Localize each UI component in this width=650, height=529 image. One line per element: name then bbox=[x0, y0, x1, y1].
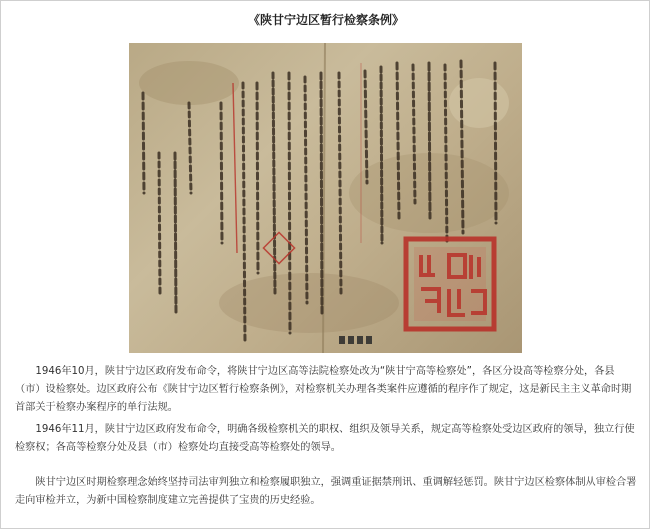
paragraph-3: 陕甘宁边区时期检察理念始终坚持司法审判独立和检察履职独立，强调重证据禁刑讯、重调解轻惩罚。陕甘宁边区检察体制从审检合署走向审检并立，为新中国检察制度建立完善提供了宝贵的历史经验。 bbox=[15, 477, 637, 506]
page-number-stamp bbox=[339, 336, 372, 344]
historical-document-photo-icon bbox=[129, 43, 522, 353]
document-photo bbox=[129, 43, 522, 353]
article-title: 《陕甘宁边区暂行检察条例》 bbox=[247, 13, 404, 27]
paragraph-1: 1946年10月，陕甘宁边区政府发布命令，将陕甘宁边区高等法院检察处改为“陕甘宁高等检察处”，各区分设高等检察分处，各县（市）设检察处。边区政府公布《陕甘宁边区暂行检察条例》，对检察机关办理各类案件应遵循的程序作了规定，这是新民主主义革命时期首部关于检察办案程序的单行法规。 bbox=[15, 366, 632, 413]
paragraph-2: 1946年11月，陕甘宁边区政府发布命令，明确各级检察机关的职权、组织及领导关系，规定高等检察处受边区政府的领导，独立行使检察权；各高等检察分处及县（市）检察处均直接受高等检察处的领导。 bbox=[15, 424, 635, 453]
